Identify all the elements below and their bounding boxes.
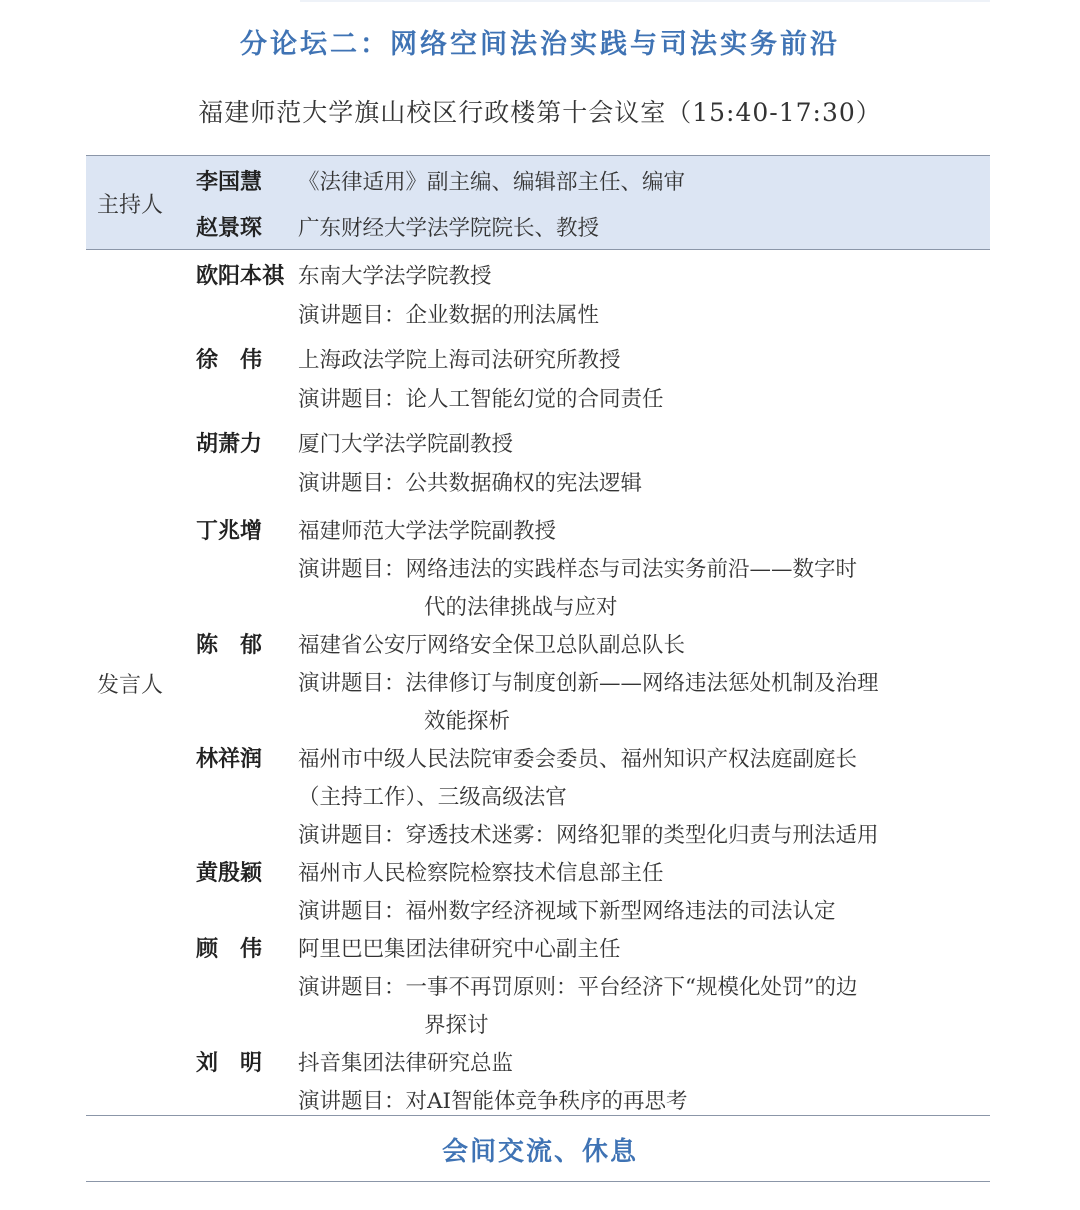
- speaker-affiliation-continued: （主持工作）、三级高级法官: [298, 785, 567, 810]
- speaker-name: 丁兆增: [196, 518, 263, 544]
- speaker-affiliation: 福建师范大学法学院副教授: [298, 519, 557, 544]
- speaker-topic: 演讲题目：穿透技术迷雾：网络犯罪的类型化归责与刑法适用: [298, 823, 879, 848]
- table-bottom-rule: [86, 1181, 990, 1182]
- host-name: 赵景琛: [196, 215, 263, 241]
- speaker-affiliation: 东南大学法学院教授: [298, 264, 492, 289]
- speaker-affiliation: 厦门大学法学院副教授: [298, 432, 514, 457]
- speaker-affiliation: 福州市人民检察院检察技术信息部主任: [298, 861, 664, 886]
- speaker-topic: 演讲题目：对AI智能体竞争秩序的再思考: [298, 1089, 688, 1114]
- speaker-role-label: 发言人: [97, 673, 164, 698]
- speaker-topic: 演讲题目：论人工智能幻觉的合同责任: [298, 387, 664, 412]
- speaker-name: 林祥润: [196, 746, 263, 772]
- speaker-name: 顾 伟: [196, 936, 263, 962]
- top-decorative-rule: [300, 0, 990, 2]
- host-name: 李国慧: [196, 169, 263, 195]
- host-title: 《法律适用》副主编、编辑部主任、编审: [298, 170, 686, 195]
- speaker-affiliation: 福州市中级人民法院审委会委员、福州知识产权法庭副庭长: [298, 747, 858, 772]
- speaker-affiliation: 上海政法学院上海司法研究所教授: [298, 348, 621, 373]
- speaker-section-bottom-rule: [86, 1115, 990, 1116]
- host-role-label: 主持人: [97, 193, 164, 218]
- speaker-topic: 演讲题目：公共数据确权的宪法逻辑: [298, 471, 643, 496]
- speaker-topic: 演讲题目：企业数据的刑法属性: [298, 303, 600, 328]
- host-title: 广东财经大学法学院院长、教授: [298, 216, 600, 241]
- speaker-name: 黄殷颖: [196, 860, 263, 886]
- break-label: 会间交流、休息: [441, 1137, 638, 1167]
- speaker-topic: 演讲题目：法律修订与制度创新——网络违法惩处机制及治理: [298, 671, 879, 696]
- speaker-name: 刘 明: [196, 1050, 263, 1076]
- speaker-topic: 演讲题目：福州数字经济视域下新型网络违法的司法认定: [298, 899, 836, 924]
- forum-title: 分论坛二：网络空间法治实践与司法实务前沿: [240, 29, 840, 60]
- speaker-topic-continued: 效能探析: [424, 709, 511, 734]
- speaker-affiliation: 抖音集团法律研究总监: [298, 1051, 514, 1076]
- speaker-topic: 演讲题目：一事不再罚原则：平台经济下“规模化处罚”的边: [298, 975, 858, 1000]
- speaker-affiliation: 福建省公安厅网络安全保卫总队副总队长: [298, 633, 686, 658]
- venue-line: 福建师范大学旗山校区行政楼第十会议室（15:40-17:30）: [198, 98, 882, 127]
- speaker-topic-continued: 代的法律挑战与应对: [424, 595, 618, 620]
- speaker-affiliation: 阿里巴巴集团法律研究中心副主任: [298, 937, 621, 962]
- speaker-name: 胡萧力: [196, 431, 263, 457]
- host-section-bottom-rule: [86, 249, 990, 250]
- speaker-topic-continued: 界探讨: [424, 1013, 489, 1038]
- speaker-name: 欧阳本祺: [196, 263, 285, 289]
- speaker-name: 陈 郁: [196, 632, 263, 658]
- speaker-topic: 演讲题目：网络违法的实践样态与司法实务前沿——数字时: [298, 557, 858, 582]
- speaker-name: 徐 伟: [196, 347, 263, 373]
